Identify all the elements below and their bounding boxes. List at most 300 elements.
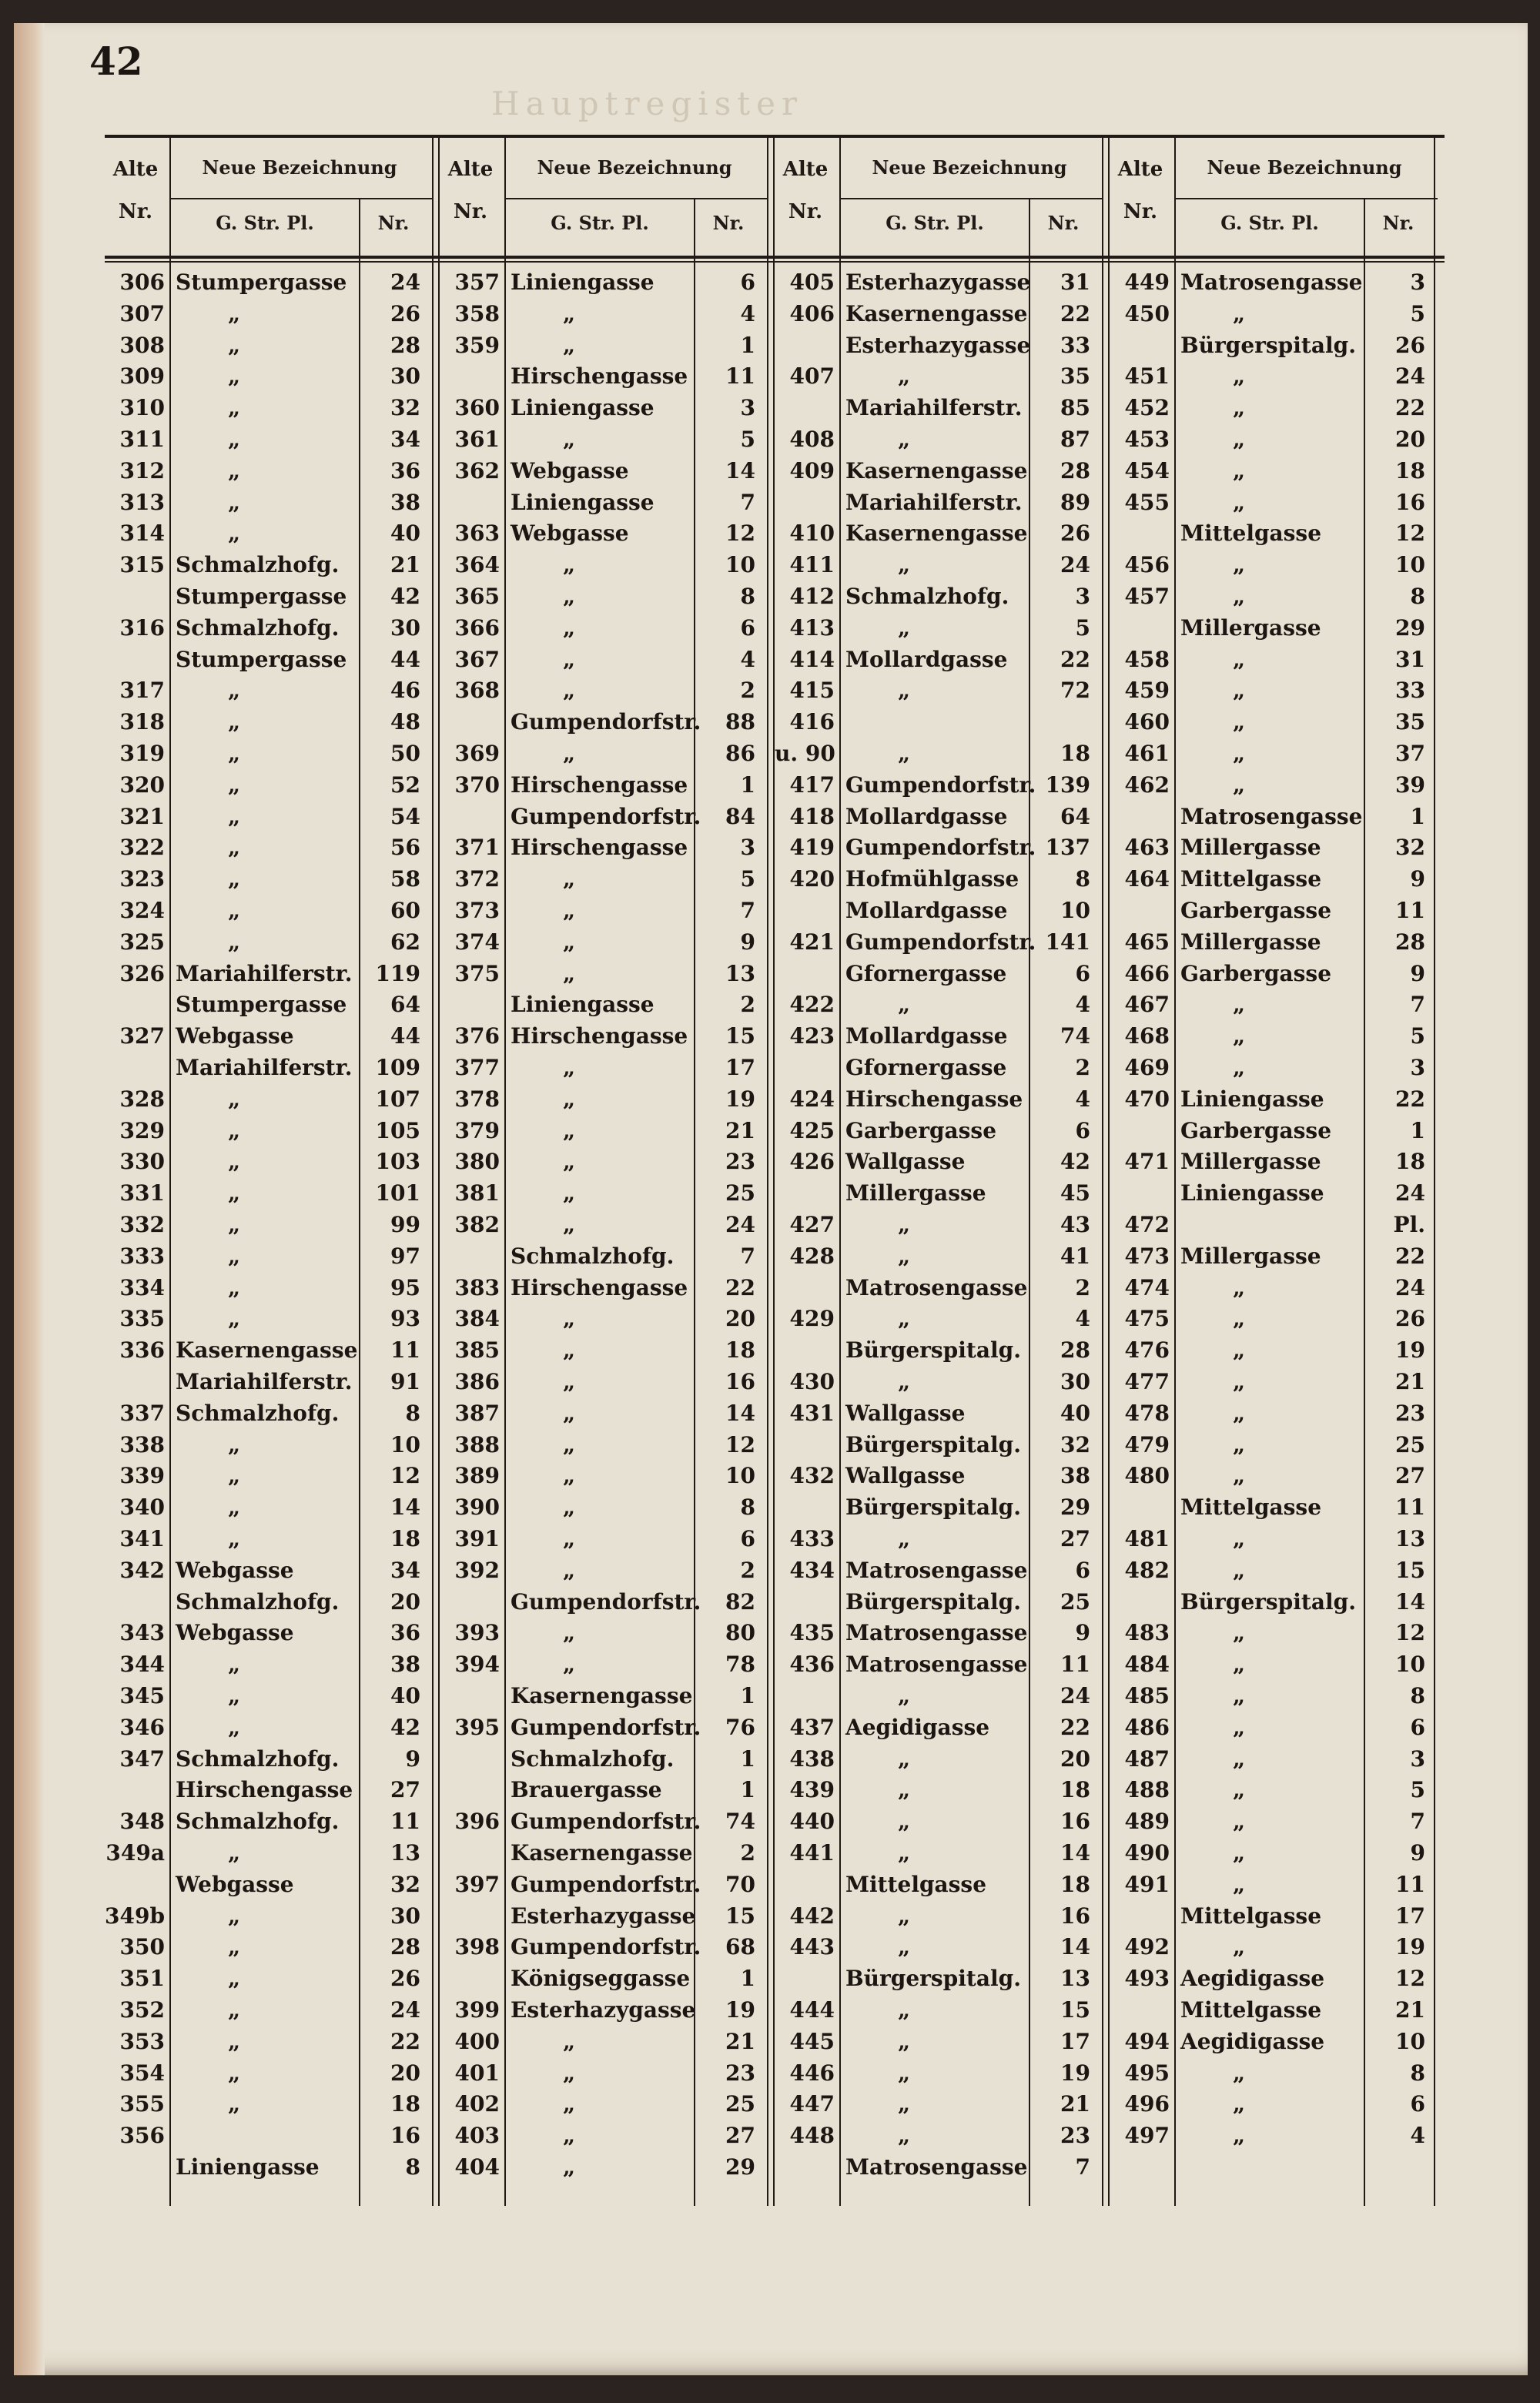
new-number: 1 bbox=[740, 771, 755, 798]
street-name: Schmalzhofg. bbox=[176, 1809, 340, 1835]
street-name: Webgasse bbox=[511, 520, 629, 547]
old-number: 475 bbox=[1124, 1306, 1170, 1332]
table-row bbox=[105, 741, 440, 772]
new-number: 11 bbox=[1060, 1652, 1090, 1678]
table-row bbox=[775, 1463, 1110, 1494]
table-row bbox=[1110, 1275, 1445, 1307]
table-row bbox=[105, 1432, 440, 1464]
old-number: 331 bbox=[119, 1180, 165, 1207]
street-name: Kasernengasse bbox=[176, 1337, 358, 1364]
table-row bbox=[440, 647, 775, 678]
street-name: Gumpendorfstr. bbox=[511, 709, 701, 735]
street-name: Millergasse bbox=[1180, 1243, 1321, 1269]
new-number: 45 bbox=[1060, 1180, 1090, 1207]
table-row bbox=[440, 458, 775, 490]
header-alte: Alte bbox=[447, 158, 494, 181]
street-name: „ bbox=[1233, 2091, 1246, 2117]
new-number: 16 bbox=[390, 2123, 420, 2149]
new-number: 11 bbox=[725, 363, 755, 390]
street-name: „ bbox=[563, 584, 576, 609]
new-number: 42 bbox=[390, 584, 420, 609]
street-name: Webgasse bbox=[176, 1023, 294, 1049]
table-row bbox=[775, 1777, 1110, 1809]
new-number: 35 bbox=[1060, 363, 1090, 390]
street-name: Matrosengasse bbox=[845, 2154, 1028, 2180]
new-number: 88 bbox=[725, 709, 755, 735]
table-row bbox=[775, 1589, 1110, 1621]
table-row bbox=[105, 1023, 440, 1055]
table-row bbox=[440, 1432, 775, 1464]
new-number: 105 bbox=[375, 1117, 420, 1143]
table-row bbox=[105, 458, 440, 490]
street-name: Webgasse bbox=[176, 1620, 294, 1646]
street-name: Liniengasse bbox=[511, 489, 654, 515]
header-subdivider bbox=[841, 198, 1103, 199]
table-row bbox=[440, 269, 775, 301]
new-number: 20 bbox=[1395, 427, 1425, 452]
table-row bbox=[1110, 333, 1445, 364]
column-block-1 bbox=[105, 127, 440, 2206]
table-row bbox=[440, 1589, 775, 1621]
street-name: Mittelgasse bbox=[1180, 520, 1322, 547]
old-number: 393 bbox=[454, 1620, 500, 1646]
new-number: 74 bbox=[725, 1809, 755, 1835]
new-number: 7 bbox=[740, 898, 755, 923]
new-number: 8 bbox=[405, 1400, 420, 1426]
new-number: 21 bbox=[725, 1117, 755, 1143]
table-row bbox=[775, 647, 1110, 678]
new-number: 37 bbox=[1395, 741, 1425, 766]
street-name: „ bbox=[563, 332, 576, 358]
street-name: „ bbox=[1233, 363, 1246, 390]
table-row bbox=[1110, 741, 1445, 772]
street-name: „ bbox=[1233, 427, 1246, 452]
header-g-str-pl: G. Str. Pl. bbox=[886, 212, 984, 234]
table-row bbox=[775, 1840, 1110, 1872]
new-number: 24 bbox=[1060, 552, 1090, 578]
old-number: 312 bbox=[119, 457, 165, 484]
old-number: 316 bbox=[119, 614, 165, 641]
old-number: 476 bbox=[1124, 1337, 1170, 1364]
table-row bbox=[105, 1966, 440, 1997]
header-alte-nr: Nr. bbox=[1123, 200, 1158, 223]
new-number: 76 bbox=[725, 1714, 755, 1740]
street-name: „ bbox=[1233, 300, 1246, 326]
table-row bbox=[105, 1746, 440, 1778]
table-row bbox=[105, 2060, 440, 2092]
table-row bbox=[1110, 2029, 1445, 2060]
new-number: 38 bbox=[390, 489, 420, 515]
street-name: „ bbox=[228, 1683, 241, 1709]
new-number: 74 bbox=[1060, 1023, 1090, 1049]
new-number: 11 bbox=[1395, 1871, 1425, 1897]
new-number: 30 bbox=[390, 614, 420, 641]
old-number: 409 bbox=[789, 457, 835, 484]
table-row bbox=[1110, 1840, 1445, 1872]
table-row bbox=[775, 835, 1110, 866]
new-number: 2 bbox=[1075, 1274, 1090, 1300]
old-number: 398 bbox=[454, 1934, 500, 1960]
street-name: „ bbox=[228, 2060, 241, 2086]
street-name: „ bbox=[563, 1086, 576, 1112]
street-name: „ bbox=[228, 1966, 241, 1992]
street-name: Mittelgasse bbox=[845, 1871, 987, 1897]
table-row bbox=[105, 1934, 440, 1966]
header-new-nr: Nr. bbox=[1382, 212, 1414, 234]
old-number: 445 bbox=[789, 2028, 835, 2054]
table-row bbox=[105, 898, 440, 929]
header-neue-bezeichnung: Neue Bezeichnung bbox=[202, 156, 397, 179]
table-row bbox=[775, 269, 1110, 301]
street-name: „ bbox=[1233, 1369, 1246, 1394]
new-number: 39 bbox=[1395, 771, 1425, 798]
new-number: 23 bbox=[725, 2060, 755, 2086]
table-row bbox=[1110, 427, 1445, 458]
new-number: 12 bbox=[725, 1431, 755, 1458]
street-name: „ bbox=[228, 898, 241, 923]
table-row bbox=[1110, 2091, 1445, 2123]
street-name: Millergasse bbox=[1180, 929, 1321, 955]
table-row bbox=[775, 1055, 1110, 1086]
street-name: „ bbox=[228, 1714, 241, 1740]
new-number: 1 bbox=[740, 1777, 755, 1803]
old-number: 412 bbox=[789, 584, 835, 609]
street-name: „ bbox=[1233, 1652, 1246, 1678]
table-row bbox=[105, 1401, 440, 1432]
street-name: „ bbox=[228, 709, 241, 735]
old-number: 386 bbox=[454, 1369, 500, 1394]
new-number: 35 bbox=[1395, 709, 1425, 735]
new-number: 13 bbox=[725, 960, 755, 986]
new-number: 2 bbox=[740, 1840, 755, 1866]
new-number: 26 bbox=[390, 300, 420, 326]
table-row bbox=[105, 552, 440, 584]
table-row bbox=[775, 2091, 1110, 2123]
street-name: „ bbox=[1233, 1840, 1246, 1866]
new-number: 29 bbox=[1060, 1494, 1090, 1521]
table-row bbox=[775, 584, 1110, 615]
street-name: Stumpergasse bbox=[176, 992, 347, 1018]
table-row bbox=[105, 1275, 440, 1307]
new-number: 25 bbox=[725, 1180, 755, 1207]
old-number: 488 bbox=[1124, 1777, 1170, 1803]
new-number: 9 bbox=[1410, 1840, 1425, 1866]
old-number: 460 bbox=[1124, 709, 1170, 735]
new-number: 33 bbox=[1395, 678, 1425, 704]
old-number: 400 bbox=[454, 2028, 500, 2054]
street-name: „ bbox=[1233, 1055, 1246, 1080]
new-number: 19 bbox=[1395, 1934, 1425, 1960]
street-name: „ bbox=[563, 1526, 576, 1551]
old-number: 434 bbox=[789, 1557, 835, 1583]
table-row bbox=[1110, 1306, 1445, 1337]
street-name: Millergasse bbox=[1180, 614, 1321, 641]
street-name: Gumpendorfstr. bbox=[511, 1934, 701, 1960]
new-number: 11 bbox=[1395, 898, 1425, 923]
table-row bbox=[105, 1903, 440, 1935]
new-number: 23 bbox=[725, 1149, 755, 1175]
street-name: Esterhazygasse bbox=[511, 1997, 696, 2023]
table-row bbox=[775, 1526, 1110, 1558]
old-number: 486 bbox=[1124, 1714, 1170, 1740]
table-row bbox=[1110, 520, 1445, 552]
header-g-str-pl: G. Str. Pl. bbox=[1220, 212, 1319, 234]
street-name: „ bbox=[1233, 678, 1246, 704]
street-name: „ bbox=[228, 1117, 241, 1143]
street-name: Wallgasse bbox=[845, 1149, 966, 1175]
old-number: 484 bbox=[1124, 1652, 1170, 1678]
table-row bbox=[775, 1558, 1110, 1589]
page-number: 42 bbox=[89, 38, 143, 84]
header-alte-nr: Nr. bbox=[118, 200, 153, 223]
table-row bbox=[1110, 1086, 1445, 1118]
table-row bbox=[1110, 1023, 1445, 1055]
table-row bbox=[1110, 2123, 1445, 2154]
street-name: „ bbox=[898, 1306, 911, 1332]
old-number: 354 bbox=[119, 2060, 165, 2086]
street-name: „ bbox=[228, 1306, 241, 1332]
new-number: 119 bbox=[375, 960, 420, 986]
street-name: Gumpendorfstr. bbox=[511, 1714, 701, 1740]
header-neue-bezeichnung: Neue Bezeichnung bbox=[872, 156, 1067, 179]
new-number: 89 bbox=[1060, 489, 1090, 515]
street-name: „ bbox=[1233, 709, 1246, 735]
table-row bbox=[440, 961, 775, 992]
new-number: 26 bbox=[1395, 332, 1425, 358]
table-row bbox=[1110, 1180, 1445, 1212]
old-number: 399 bbox=[454, 1997, 500, 2023]
table-row bbox=[440, 395, 775, 427]
new-number: 85 bbox=[1060, 395, 1090, 421]
table-row bbox=[1110, 709, 1445, 741]
old-number: 337 bbox=[119, 1400, 165, 1426]
old-number: 410 bbox=[789, 520, 835, 547]
street-name: „ bbox=[1233, 584, 1246, 609]
new-number: 9 bbox=[740, 929, 755, 955]
old-number: 395 bbox=[454, 1714, 500, 1740]
header-alte: Alte bbox=[1117, 158, 1163, 181]
table-row bbox=[440, 1243, 775, 1275]
new-number: 4 bbox=[1075, 1306, 1090, 1332]
old-number: 481 bbox=[1124, 1526, 1170, 1551]
old-number: 314 bbox=[119, 520, 165, 547]
table-row bbox=[775, 490, 1110, 521]
street-name: „ bbox=[898, 552, 911, 578]
street-name: Liniengasse bbox=[511, 395, 654, 421]
street-name: „ bbox=[563, 1494, 576, 1521]
table-row bbox=[775, 866, 1110, 898]
street-name: „ bbox=[228, 771, 241, 798]
old-number: 374 bbox=[454, 929, 500, 955]
old-number: 366 bbox=[454, 614, 500, 641]
table-row bbox=[775, 804, 1110, 835]
street-name: „ bbox=[1233, 1400, 1246, 1426]
old-number: 435 bbox=[789, 1620, 835, 1646]
old-number: 477 bbox=[1124, 1369, 1170, 1394]
new-number: 56 bbox=[390, 835, 420, 861]
street-name: „ bbox=[898, 1777, 911, 1803]
old-number: 403 bbox=[454, 2123, 500, 2149]
street-name: Bürgerspitalg. bbox=[845, 1431, 1021, 1458]
street-name: „ bbox=[898, 1683, 911, 1709]
new-number: 14 bbox=[1060, 1934, 1090, 1960]
new-number: 95 bbox=[390, 1274, 420, 1300]
new-number: 32 bbox=[390, 1871, 420, 1897]
street-name: „ bbox=[563, 1212, 576, 1237]
old-number: 343 bbox=[119, 1620, 165, 1646]
table-row bbox=[1110, 1401, 1445, 1432]
new-number: 10 bbox=[1395, 1652, 1425, 1678]
table-row bbox=[440, 1746, 775, 1778]
old-number: 378 bbox=[454, 1086, 500, 1112]
old-number: 467 bbox=[1124, 992, 1170, 1018]
street-name: Hofmühlgasse bbox=[845, 866, 1019, 892]
street-name: „ bbox=[1233, 1934, 1246, 1960]
old-number: 325 bbox=[119, 929, 165, 955]
page-spine-shadow bbox=[14, 23, 45, 2375]
old-number: 496 bbox=[1124, 2091, 1170, 2117]
table-row bbox=[1110, 1903, 1445, 1935]
new-number: 8 bbox=[1075, 866, 1090, 892]
street-name: Kasernengasse bbox=[511, 1683, 693, 1709]
new-number: 29 bbox=[1395, 614, 1425, 641]
header-subdivider bbox=[171, 198, 433, 199]
old-number: 327 bbox=[119, 1023, 165, 1049]
table-row bbox=[1110, 1715, 1445, 1746]
table-row bbox=[105, 866, 440, 898]
table-row bbox=[1110, 395, 1445, 427]
table-row bbox=[440, 1306, 775, 1337]
old-number: 416 bbox=[789, 709, 835, 735]
street-name: Millergasse bbox=[1180, 1149, 1321, 1175]
old-number: 318 bbox=[119, 709, 165, 735]
street-name: Gumpendorfstr. bbox=[511, 1871, 701, 1897]
new-number: 99 bbox=[390, 1212, 420, 1237]
new-number: 1 bbox=[1410, 803, 1425, 829]
table-row bbox=[775, 1934, 1110, 1966]
street-name: „ bbox=[898, 1243, 911, 1269]
table-row bbox=[1110, 269, 1445, 301]
table-row bbox=[105, 490, 440, 521]
old-number: 345 bbox=[119, 1683, 165, 1709]
street-name: Hirschengasse bbox=[511, 771, 688, 798]
street-name: Kasernengasse bbox=[511, 1840, 693, 1866]
new-number: 28 bbox=[1060, 1337, 1090, 1364]
street-name: „ bbox=[228, 457, 241, 484]
table-row bbox=[440, 678, 775, 709]
new-number: 3 bbox=[1410, 1055, 1425, 1080]
table-row bbox=[105, 772, 440, 804]
street-name: Liniengasse bbox=[1180, 1086, 1324, 1112]
street-name: „ bbox=[228, 1180, 241, 1207]
new-number: 15 bbox=[1395, 1557, 1425, 1583]
street-name: „ bbox=[1233, 1557, 1246, 1583]
table-row bbox=[440, 1903, 775, 1935]
new-number: 48 bbox=[390, 709, 420, 735]
old-number: 451 bbox=[1124, 363, 1170, 390]
old-number: 492 bbox=[1124, 1934, 1170, 1960]
street-name: „ bbox=[563, 1400, 576, 1426]
table-row bbox=[775, 1149, 1110, 1180]
street-name: „ bbox=[1233, 1714, 1246, 1740]
old-number: 437 bbox=[789, 1714, 835, 1740]
street-name: Hirschengasse bbox=[511, 835, 688, 861]
old-number: 452 bbox=[1124, 395, 1170, 421]
old-number: 376 bbox=[454, 1023, 500, 1049]
old-number: 308 bbox=[119, 332, 165, 358]
new-number: 3 bbox=[1410, 269, 1425, 295]
old-number: 333 bbox=[119, 1243, 165, 1269]
header-new-nr: Nr. bbox=[1047, 212, 1080, 234]
old-number: 432 bbox=[789, 1463, 835, 1489]
table-row bbox=[775, 520, 1110, 552]
old-number: 428 bbox=[789, 1243, 835, 1269]
new-number: 8 bbox=[740, 1494, 755, 1521]
new-number: 18 bbox=[390, 1526, 420, 1551]
street-name: Gumpendorfstr. bbox=[845, 929, 1036, 955]
table-row bbox=[440, 2029, 775, 2060]
old-number: 322 bbox=[119, 835, 165, 861]
new-number: 27 bbox=[1395, 1463, 1425, 1489]
new-number: 12 bbox=[1395, 520, 1425, 547]
header-g-str-pl: G. Str. Pl. bbox=[551, 212, 649, 234]
table-row bbox=[105, 1337, 440, 1369]
table-row bbox=[440, 1966, 775, 1997]
street-name: Mittelgasse bbox=[1180, 1997, 1322, 2023]
old-number: 436 bbox=[789, 1652, 835, 1678]
new-number: 5 bbox=[1410, 300, 1425, 326]
old-number: 418 bbox=[789, 803, 835, 829]
table-row bbox=[105, 835, 440, 866]
new-number: 23 bbox=[1395, 1400, 1425, 1426]
new-number: 21 bbox=[390, 552, 420, 578]
table-row bbox=[105, 1526, 440, 1558]
old-number: 330 bbox=[119, 1149, 165, 1175]
new-number: 20 bbox=[390, 2060, 420, 2086]
new-number: 12 bbox=[1395, 1966, 1425, 1992]
street-name: „ bbox=[228, 1934, 241, 1960]
new-number: 22 bbox=[1395, 1086, 1425, 1112]
new-number: 13 bbox=[1395, 1526, 1425, 1551]
table-row bbox=[775, 1809, 1110, 1840]
old-number: 306 bbox=[119, 269, 165, 295]
old-number: 479 bbox=[1124, 1431, 1170, 1458]
new-number: 70 bbox=[725, 1871, 755, 1897]
old-number: 396 bbox=[454, 1809, 500, 1835]
street-name: „ bbox=[563, 741, 576, 766]
new-number: 28 bbox=[1060, 457, 1090, 484]
table-row bbox=[775, 772, 1110, 804]
table-row bbox=[440, 1401, 775, 1432]
old-number: 397 bbox=[454, 1871, 500, 1897]
street-name: Wallgasse bbox=[845, 1400, 966, 1426]
old-number: 441 bbox=[789, 1840, 835, 1866]
street-name: „ bbox=[563, 1369, 576, 1394]
new-number: 40 bbox=[390, 1683, 420, 1709]
old-number: 362 bbox=[454, 457, 500, 484]
new-number: 32 bbox=[390, 395, 420, 421]
street-name: „ bbox=[1233, 1431, 1246, 1458]
new-number: 46 bbox=[390, 678, 420, 704]
table-row bbox=[1110, 772, 1445, 804]
table-row bbox=[105, 333, 440, 364]
old-number: 326 bbox=[119, 960, 165, 986]
table-row bbox=[105, 1652, 440, 1683]
header-alte: Alte bbox=[782, 158, 829, 181]
street-name: „ bbox=[1233, 1023, 1246, 1049]
header-new-nr: Nr. bbox=[712, 212, 745, 234]
street-name: „ bbox=[1233, 1274, 1246, 1300]
